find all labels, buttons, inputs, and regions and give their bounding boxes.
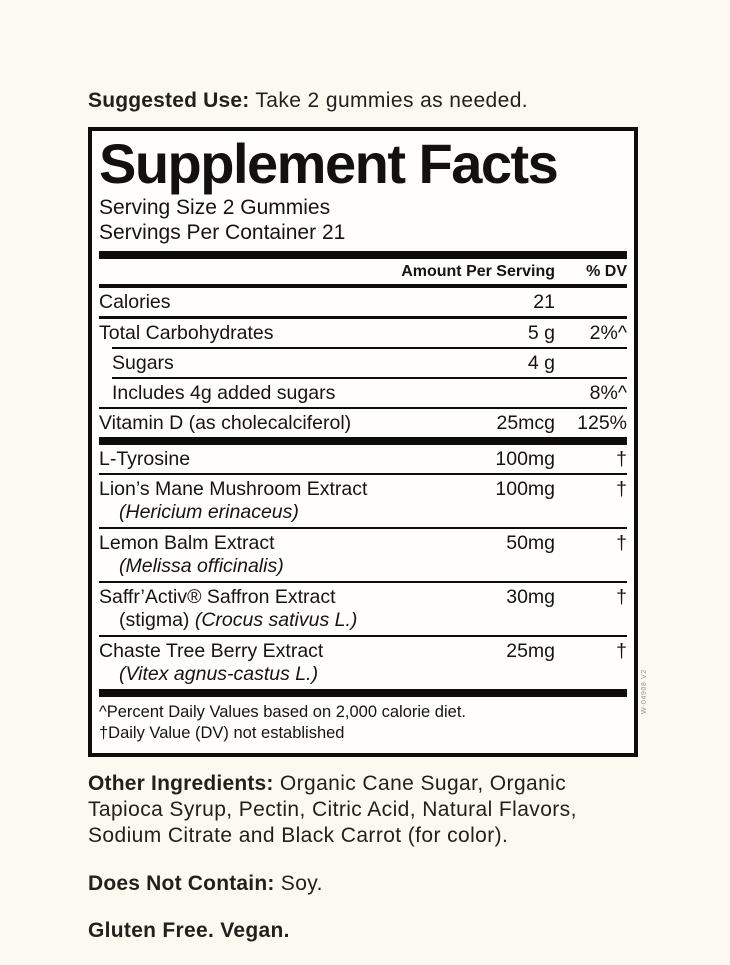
ingredient-amount: 4 g — [527, 351, 555, 374]
column-header-row — [99, 259, 627, 284]
ingredient-row — [99, 349, 627, 377]
nutrient-table — [99, 288, 627, 689]
other-ingredients-label: Other Ingredients: — [88, 771, 274, 795]
claims-text: Gluten Free. Vegan. — [88, 918, 290, 942]
ingredient-latin-prefix: (stigma) — [119, 608, 195, 631]
ingredient-amount: 100mg — [495, 477, 555, 500]
ingredient-name: Lion’s Mane Mushroom Extract — [99, 477, 368, 500]
ingredient-row — [99, 288, 627, 316]
label-area — [88, 88, 638, 965]
ingredient-amount: 30mg — [506, 585, 555, 608]
ingredient-dv: † — [616, 531, 627, 554]
ingredient-amount: 100mg — [495, 447, 555, 470]
column-header-amount: Amount Per Serving — [401, 262, 555, 280]
column-header-dv: % DV — [586, 262, 627, 280]
ingredient-amount: 25mg — [506, 639, 555, 662]
does-not-contain-label: Does Not Contain: — [88, 871, 275, 895]
ingredient-latin-italic: (Hericium erinaceus) — [119, 500, 299, 523]
ingredient-row — [99, 379, 627, 407]
ingredient-latin-name — [99, 501, 627, 527]
ingredient-row — [99, 409, 627, 437]
ingredient-name: Sugars — [112, 351, 174, 374]
ingredient-row — [99, 637, 627, 689]
ingredient-name: Vitamin D (as cholecalciferol) — [99, 411, 352, 434]
supplement-facts-panel — [88, 127, 638, 757]
ingredient-row — [99, 445, 627, 473]
other-ingredients-text — [88, 771, 638, 850]
side-code: W-04908 V2 — [641, 669, 648, 714]
ingredient-amount: 50mg — [506, 531, 555, 554]
ingredient-dv: 8%^ — [589, 381, 627, 404]
footnote-dv-basis: ^Percent Daily Values based on 2,000 calorie diet. — [99, 702, 466, 721]
ingredient-name: Saffr’Activ® Saffron Extract — [99, 585, 336, 608]
ingredient-row — [99, 583, 627, 635]
ingredient-amount: 21 — [533, 290, 555, 313]
ingredient-name: L-Tyrosine — [99, 447, 191, 470]
ingredient-amount: 25mcg — [496, 411, 555, 434]
suggested-use-label: Suggested Use: — [88, 89, 250, 112]
servings-per-container: Servings Per Container 21 — [99, 220, 346, 244]
ingredient-latin-name — [99, 663, 627, 689]
ingredient-row — [99, 529, 627, 581]
panel-title: Supplement Facts — [99, 132, 558, 196]
ingredient-name: Includes 4g added sugars — [112, 381, 336, 404]
ingredient-dv: † — [616, 585, 627, 608]
serving-size: Serving Size 2 Gummies — [99, 196, 331, 220]
thick-rule-footnotes — [99, 689, 627, 697]
footnotes — [99, 697, 627, 746]
ingredient-latin-name — [99, 555, 627, 581]
ingredient-dv: † — [616, 477, 627, 500]
ingredient-name: Total Carbohydrates — [99, 321, 274, 344]
ingredient-dv: 125% — [577, 411, 627, 434]
other-ingredients-value: Organic Cane Sugar, Organic Tapioca Syrup, Pectin, Citric Acid, Natural Flavors, Sodium Citrate and Black Carrot (for color). — [88, 771, 577, 848]
ingredient-latin-italic: (Vitex agnus-castus L.) — [119, 662, 319, 685]
ingredient-name: Chaste Tree Berry Extract — [99, 639, 324, 662]
thick-rule-top — [99, 251, 627, 259]
ingredient-latin-italic: (Crocus sativus L.) — [194, 608, 358, 631]
ingredient-dv: † — [616, 447, 627, 470]
footnote-dv-not-established: †Daily Value (DV) not established — [99, 723, 345, 742]
ingredient-name: Calories — [99, 290, 171, 313]
suggested-use-text — [88, 88, 638, 114]
thick-rule-mid — [99, 437, 627, 445]
ingredient-latin-italic: (Melissa officinalis) — [119, 554, 284, 577]
ingredient-latin-name — [99, 609, 627, 635]
ingredient-row — [99, 475, 627, 527]
ingredient-dv: † — [616, 639, 627, 662]
suggested-use-value: Take 2 gummies as needed. — [249, 89, 529, 112]
does-not-contain-value: Soy. — [274, 871, 323, 895]
ingredient-name: Lemon Balm Extract — [99, 531, 275, 554]
ingredient-row — [99, 319, 627, 347]
does-not-contain-text — [88, 871, 638, 897]
ingredient-amount: 5 g — [527, 321, 555, 344]
ingredient-dv: 2%^ — [589, 321, 627, 344]
